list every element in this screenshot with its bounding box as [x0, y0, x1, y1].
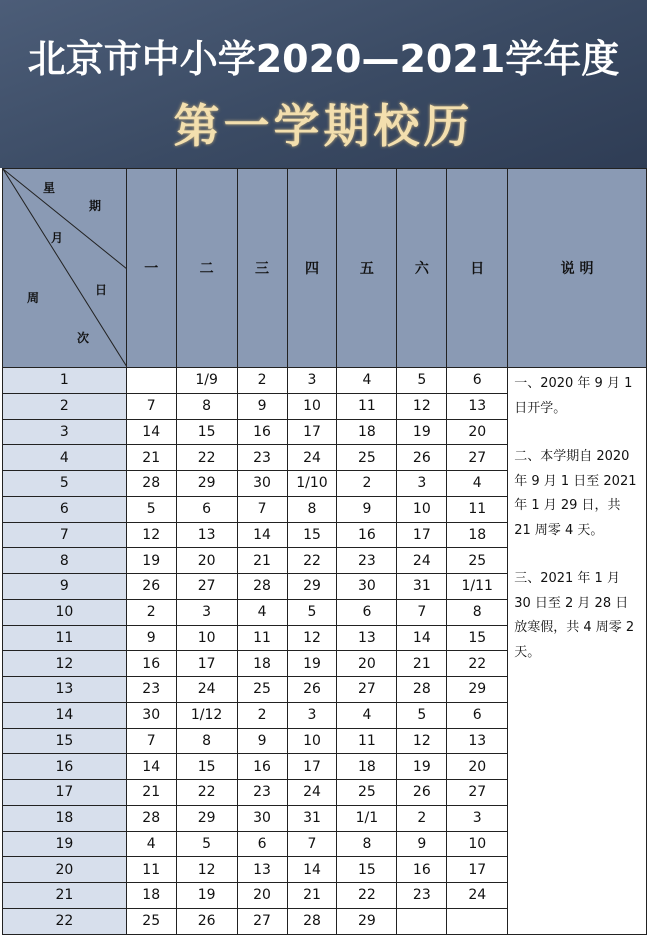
date-cell: 22 — [287, 548, 337, 574]
date-cell: 18 — [237, 651, 287, 677]
date-cell: 5 — [176, 831, 237, 857]
date-cell: 21 — [287, 883, 337, 909]
date-cell: 21 — [126, 445, 176, 471]
note-item: 二、本学期自 2020 年 9 月 1 日至 2021 年 1 月 29 日，共 21 周零 4 天。 — [514, 449, 637, 538]
date-cell: 7 — [126, 728, 176, 754]
date-cell: 16 — [126, 651, 176, 677]
week-number-cell: 13 — [3, 677, 127, 703]
header-row — [3, 169, 647, 368]
date-cell: 14 — [397, 625, 447, 651]
date-cell: 9 — [397, 831, 447, 857]
date-cell: 13 — [447, 728, 508, 754]
date-cell: 18 — [126, 883, 176, 909]
date-cell: 23 — [237, 780, 287, 806]
corner-label-yue: 月 — [51, 231, 64, 245]
date-cell: 13 — [176, 522, 237, 548]
date-cell: 29 — [287, 574, 337, 600]
corner-label-qi: 期 — [89, 199, 102, 213]
date-cell: 21 — [126, 780, 176, 806]
date-cell: 27 — [176, 574, 237, 600]
corner-label-xing: 星 — [43, 181, 56, 195]
date-cell: 4 — [237, 599, 287, 625]
date-cell: 19 — [126, 548, 176, 574]
date-cell: 22 — [447, 651, 508, 677]
date-cell: 25 — [126, 908, 176, 934]
date-cell: 24 — [176, 677, 237, 703]
week-number-cell: 2 — [3, 393, 127, 419]
date-cell: 2 — [126, 599, 176, 625]
date-cell: 1/11 — [447, 574, 508, 600]
day-header-mon: 一 — [126, 169, 176, 368]
week-number-cell: 5 — [3, 471, 127, 497]
date-cell: 12 — [397, 728, 447, 754]
day-header-sun: 日 — [447, 169, 508, 368]
date-cell: 1/1 — [337, 805, 397, 831]
date-cell: 2 — [337, 471, 397, 497]
date-cell: 27 — [447, 780, 508, 806]
day-header-wed: 三 — [237, 169, 287, 368]
date-cell: 3 — [176, 599, 237, 625]
week-number-cell: 3 — [3, 419, 127, 445]
week-number-cell: 15 — [3, 728, 127, 754]
day-header-sat: 六 — [397, 169, 447, 368]
date-cell: 25 — [337, 445, 397, 471]
date-cell: 24 — [287, 780, 337, 806]
date-cell: 6 — [176, 496, 237, 522]
date-cell: 26 — [126, 574, 176, 600]
week-number-cell: 16 — [3, 754, 127, 780]
corner-label-ri: 日 — [95, 283, 108, 297]
date-cell: 14 — [126, 419, 176, 445]
date-cell: 6 — [237, 831, 287, 857]
date-cell: 3 — [287, 368, 337, 394]
date-cell: 20 — [337, 651, 397, 677]
date-cell: 15 — [337, 857, 397, 883]
date-cell: 14 — [287, 857, 337, 883]
date-cell: 11 — [126, 857, 176, 883]
week-number-cell: 17 — [3, 780, 127, 806]
date-cell: 22 — [176, 445, 237, 471]
date-cell: 16 — [337, 522, 397, 548]
date-cell: 25 — [337, 780, 397, 806]
date-cell: 18 — [337, 419, 397, 445]
day-header-fri: 五 — [337, 169, 397, 368]
corner-header-cell — [3, 169, 127, 368]
date-cell: 23 — [237, 445, 287, 471]
main-title: 北京市中小学2020—2021学年度 — [27, 37, 620, 81]
date-cell: 17 — [397, 522, 447, 548]
date-cell — [126, 368, 176, 394]
date-cell: 20 — [447, 754, 508, 780]
date-cell: 1/10 — [287, 471, 337, 497]
date-cell: 8 — [447, 599, 508, 625]
date-cell: 27 — [447, 445, 508, 471]
week-number-cell: 19 — [3, 831, 127, 857]
date-cell: 12 — [126, 522, 176, 548]
week-number-cell: 10 — [3, 599, 127, 625]
date-cell: 20 — [176, 548, 237, 574]
date-cell: 29 — [337, 908, 397, 934]
date-cell: 30 — [337, 574, 397, 600]
week-number-cell: 18 — [3, 805, 127, 831]
date-cell: 11 — [337, 393, 397, 419]
calendar-body — [3, 368, 647, 935]
date-cell: 5 — [126, 496, 176, 522]
date-cell: 13 — [237, 857, 287, 883]
date-cell: 25 — [447, 548, 508, 574]
date-cell: 17 — [447, 857, 508, 883]
date-cell: 9 — [337, 496, 397, 522]
date-cell: 14 — [237, 522, 287, 548]
date-cell: 29 — [447, 677, 508, 703]
date-cell: 27 — [337, 677, 397, 703]
date-cell: 5 — [397, 702, 447, 728]
date-cell: 28 — [287, 908, 337, 934]
date-cell: 12 — [176, 857, 237, 883]
date-cell: 27 — [237, 908, 287, 934]
date-cell: 8 — [337, 831, 397, 857]
date-cell: 23 — [397, 883, 447, 909]
date-cell: 8 — [176, 393, 237, 419]
date-cell: 23 — [126, 677, 176, 703]
date-cell: 2 — [237, 702, 287, 728]
week-number-cell: 11 — [3, 625, 127, 651]
date-cell — [397, 908, 447, 934]
corner-label-zhou: 周 — [27, 291, 40, 305]
date-cell: 12 — [287, 625, 337, 651]
week-number-cell: 12 — [3, 651, 127, 677]
date-cell: 9 — [126, 625, 176, 651]
date-cell: 11 — [237, 625, 287, 651]
week-number-cell: 8 — [3, 548, 127, 574]
date-cell: 7 — [237, 496, 287, 522]
date-cell: 20 — [447, 419, 508, 445]
date-cell: 24 — [397, 548, 447, 574]
corner-label-ci: 次 — [77, 331, 90, 345]
date-cell: 22 — [176, 780, 237, 806]
date-cell: 22 — [337, 883, 397, 909]
date-cell: 15 — [176, 754, 237, 780]
week-number-cell: 9 — [3, 574, 127, 600]
date-cell: 26 — [397, 780, 447, 806]
date-cell: 15 — [287, 522, 337, 548]
note-item: 三、2021 年 1 月 30 日至 2 月 28 日放寒假，共 4 周零 2 天。 — [514, 571, 635, 660]
date-cell: 16 — [237, 419, 287, 445]
date-cell: 10 — [287, 728, 337, 754]
date-cell: 7 — [287, 831, 337, 857]
date-cell: 15 — [176, 419, 237, 445]
date-cell: 28 — [397, 677, 447, 703]
date-cell: 4 — [337, 702, 397, 728]
date-cell: 30 — [237, 471, 287, 497]
date-cell: 8 — [176, 728, 237, 754]
date-cell: 9 — [237, 393, 287, 419]
date-cell: 30 — [237, 805, 287, 831]
date-cell: 17 — [176, 651, 237, 677]
date-cell: 28 — [126, 471, 176, 497]
date-cell: 24 — [447, 883, 508, 909]
date-cell: 16 — [397, 857, 447, 883]
week-number-cell: 6 — [3, 496, 127, 522]
date-cell: 31 — [287, 805, 337, 831]
week-row — [3, 368, 647, 394]
date-cell: 10 — [447, 831, 508, 857]
date-cell: 21 — [397, 651, 447, 677]
date-cell: 10 — [176, 625, 237, 651]
corner-diagonals — [3, 169, 127, 367]
date-cell: 3 — [447, 805, 508, 831]
date-cell: 29 — [176, 471, 237, 497]
date-cell: 29 — [176, 805, 237, 831]
date-cell: 25 — [237, 677, 287, 703]
date-cell: 16 — [237, 754, 287, 780]
date-cell: 7 — [126, 393, 176, 419]
notes-cell — [508, 368, 647, 935]
date-cell: 3 — [397, 471, 447, 497]
date-cell — [447, 908, 508, 934]
date-cell: 5 — [397, 368, 447, 394]
date-cell: 11 — [447, 496, 508, 522]
note-item: 一、2020 年 9 月 1 日开学。 — [514, 376, 633, 416]
date-cell: 6 — [447, 702, 508, 728]
date-cell: 4 — [126, 831, 176, 857]
school-calendar-table — [2, 168, 647, 935]
date-cell: 6 — [447, 368, 508, 394]
week-number-cell: 20 — [3, 857, 127, 883]
date-cell: 19 — [397, 754, 447, 780]
title-banner — [0, 0, 647, 168]
date-cell: 19 — [397, 419, 447, 445]
date-cell: 30 — [126, 702, 176, 728]
date-cell: 18 — [447, 522, 508, 548]
date-cell: 4 — [447, 471, 508, 497]
date-cell: 19 — [287, 651, 337, 677]
date-cell: 2 — [237, 368, 287, 394]
date-cell: 24 — [287, 445, 337, 471]
date-cell: 26 — [287, 677, 337, 703]
date-cell: 19 — [176, 883, 237, 909]
date-cell: 28 — [237, 574, 287, 600]
date-cell: 21 — [237, 548, 287, 574]
date-cell: 11 — [337, 728, 397, 754]
week-number-cell: 21 — [3, 883, 127, 909]
date-cell: 26 — [397, 445, 447, 471]
date-cell: 23 — [337, 548, 397, 574]
date-cell: 1/12 — [176, 702, 237, 728]
date-cell: 31 — [397, 574, 447, 600]
date-cell: 3 — [287, 702, 337, 728]
date-cell: 17 — [287, 754, 337, 780]
date-cell: 17 — [287, 419, 337, 445]
date-cell: 14 — [126, 754, 176, 780]
date-cell: 9 — [237, 728, 287, 754]
date-cell: 18 — [337, 754, 397, 780]
sub-title: 第一学期校历 — [173, 99, 474, 153]
day-header-thu: 四 — [287, 169, 337, 368]
date-cell: 8 — [287, 496, 337, 522]
week-number-cell: 4 — [3, 445, 127, 471]
day-header-tue: 二 — [176, 169, 237, 368]
date-cell: 12 — [397, 393, 447, 419]
date-cell: 10 — [397, 496, 447, 522]
date-cell: 10 — [287, 393, 337, 419]
date-cell: 7 — [397, 599, 447, 625]
date-cell: 26 — [176, 908, 237, 934]
date-cell: 1/9 — [176, 368, 237, 394]
date-cell: 6 — [337, 599, 397, 625]
date-cell: 20 — [237, 883, 287, 909]
notes-header: 说 明 — [508, 169, 647, 368]
date-cell: 2 — [397, 805, 447, 831]
week-number-cell: 7 — [3, 522, 127, 548]
date-cell: 13 — [447, 393, 508, 419]
date-cell: 15 — [447, 625, 508, 651]
week-number-cell: 14 — [3, 702, 127, 728]
week-number-cell: 22 — [3, 908, 127, 934]
date-cell: 4 — [337, 368, 397, 394]
date-cell: 5 — [287, 599, 337, 625]
date-cell: 13 — [337, 625, 397, 651]
date-cell: 28 — [126, 805, 176, 831]
week-number-cell: 1 — [3, 368, 127, 394]
